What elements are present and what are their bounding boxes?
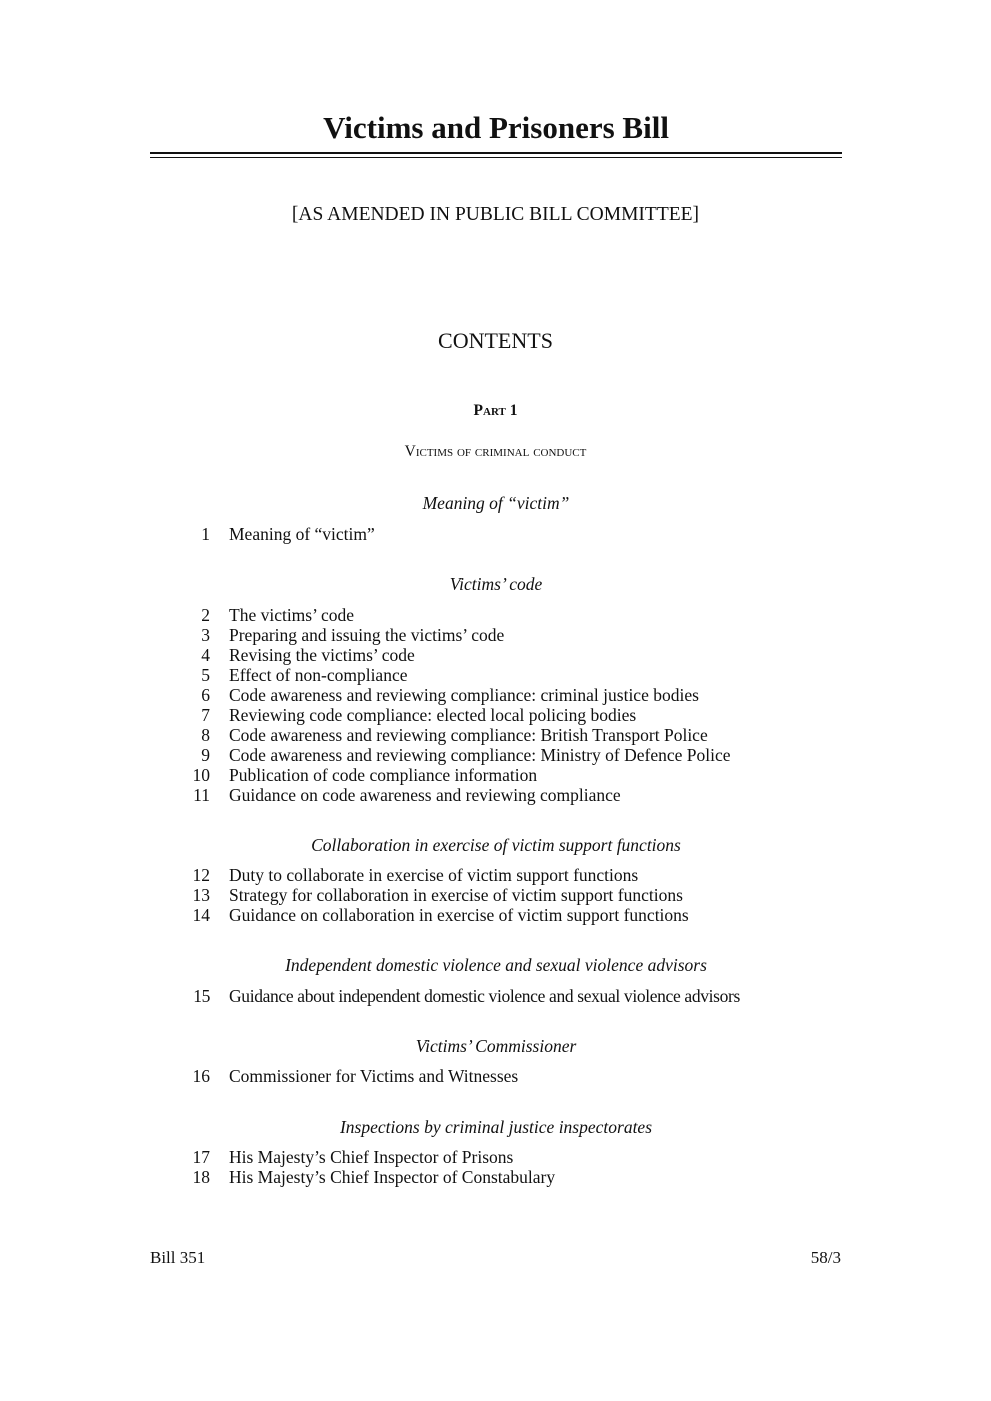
toc-item-number: 2 [201,605,210,625]
toc-item[interactable] [150,645,850,665]
toc-item-title: Guidance on code awareness and reviewing compliance [229,785,621,805]
toc-item-number: 11 [193,785,210,805]
toc-item-title: Strategy for collaboration in exercise of victim support functions [229,885,683,905]
toc-item-number: 18 [192,1167,210,1187]
section-heading: Meaning of “victim” [422,493,570,513]
toc-item-number: 5 [201,665,210,685]
toc-item-title: Duty to collaborate in exercise of victim support functions [229,865,639,885]
toc-item[interactable] [150,725,850,745]
toc-item[interactable] [150,1066,850,1086]
toc-item[interactable] [150,1147,850,1167]
toc-item[interactable] [150,665,850,685]
toc-item[interactable] [150,986,850,1006]
toc-item[interactable] [150,605,850,625]
toc-item-number: 9 [201,745,210,765]
toc-item-number: 6 [201,685,210,705]
section-heading: Collaboration in exercise of victim support functions [311,835,681,855]
title-rule-thin [150,157,842,158]
toc-item[interactable] [150,885,850,905]
toc-item-title: Code awareness and reviewing compliance: criminal justice bodies [229,685,699,705]
bill-reference: 58/3 [810,1248,841,1267]
part-title: Victims of criminal conduct [404,443,587,460]
toc-item-number: 14 [192,905,210,925]
toc-item-title: Code awareness and reviewing compliance: British Transport Police [229,725,708,745]
toc-item-title: Preparing and issuing the victims’ code [229,625,505,645]
toc-item-number: 8 [201,725,210,745]
toc-item[interactable] [150,765,850,785]
toc-item-title: Meaning of “victim” [229,524,375,544]
toc-item-title: Revising the victims’ code [229,645,415,665]
toc-item-number: 3 [201,625,210,645]
toc-item[interactable] [150,905,850,925]
toc-item-number: 7 [201,705,210,725]
toc-item-number: 13 [192,885,210,905]
toc-item[interactable] [150,865,850,885]
section-heading: Inspections by criminal justice inspectorates [339,1117,653,1137]
toc-item-title: Effect of non-compliance [229,665,408,685]
contents-heading: CONTENTS [438,328,553,353]
part-label: Part 1 [473,402,518,419]
title-rule-thick [150,152,842,154]
toc-item-title: His Majesty’s Chief Inspector of Prisons [229,1147,514,1167]
bill-number: Bill 351 [150,1248,206,1267]
toc-item-number: 1 [201,524,210,544]
toc-item-number: 16 [192,1066,210,1086]
toc-item-title: Code awareness and reviewing compliance: Ministry of Defence Police [229,745,731,765]
toc-item[interactable] [150,705,850,725]
toc-item-title: Commissioner for Victims and Witnesses [229,1066,519,1086]
section-heading: Victims’ Commissioner [415,1036,577,1056]
toc-item[interactable] [150,1167,850,1187]
toc-item[interactable] [150,685,850,705]
bill-status: [AS AMENDED IN PUBLIC BILL COMMITTEE] [291,204,700,225]
section-heading: Victims’ code [449,574,543,594]
toc-item-number: 12 [192,865,210,885]
toc-item[interactable] [150,524,850,544]
toc-item-number: 4 [201,645,210,665]
toc-item-title: Publication of code compliance information [229,765,538,785]
toc-item-title: Guidance about independent domestic violence and sexual violence advisors [229,986,740,1006]
toc-item-title: Guidance on collaboration in exercise of victim support functions [229,905,689,925]
toc-item-title: His Majesty’s Chief Inspector of Constabulary [229,1167,556,1187]
toc-item-number: 15 [193,986,210,1006]
toc-item-number: 17 [192,1147,210,1167]
toc-item[interactable] [150,745,850,765]
bill-title: Victims and Prisoners Bill [323,110,669,145]
toc-item-title: The victims’ code [229,605,355,625]
toc-item[interactable] [150,785,850,805]
toc-item-number: 10 [192,765,210,785]
toc-item-title: Reviewing code compliance: elected local policing bodies [229,705,637,725]
section-heading: Independent domestic violence and sexual violence advisors [285,955,707,975]
toc-item[interactable] [150,625,850,645]
